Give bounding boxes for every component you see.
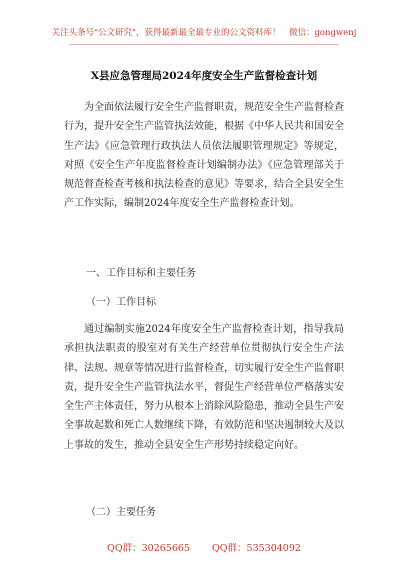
goal-paragraph: 通过编制实施2024年度安全生产监督检查计划，指导我局承担执法职责的股室对有关生产经营单位贯彻执行安全生产法律、法规、规章等情况进行监督检查，切实履行安全生产监督职责，提升安全生产监管执法水平，督促生产经营单位严格落实安全生产主体责任，努力从根本上消除风险隐患，推动全县生产安全事故起数和死亡人数继续下降，有效防范和坚决遏制较大及以上事故的发生，推动全县安全生产形势持续稳定向好。 bbox=[64, 324, 344, 451]
promo-banner: 关注头条号"公文研究"，获得最新最全最专业的公文资料库！ 微信：gongwenj bbox=[51, 28, 357, 38]
footer-qq-group-2: QQ群：535304092 bbox=[211, 543, 301, 554]
subsection-heading-work-goal: （一）工作目标 bbox=[86, 297, 156, 308]
footer-contacts bbox=[0, 540, 408, 554]
footer-qq-group-1: QQ群：30265665 bbox=[107, 543, 190, 554]
banner-divider bbox=[70, 44, 338, 45]
subsection-heading-main-tasks: （二）主要任务 bbox=[86, 507, 156, 518]
intro-paragraph: 为全面依法履行安全生产监督职责，规范安全生产监督检查行为，提升安全生产监管执法效能，根据《中华人民共和国安全生产法》《应急管理行政执法人员依法履职管理规定》等规定，对照《安全生产年度监督检查计划编制办法》《应急管理部关于规范督查检查考核和执法检查的意见》等要求，结合全县安全生产工作实际，编制2024年度安全生产监督检查计划。 bbox=[64, 102, 344, 210]
section-heading-goals-tasks: 一、工作目标和主要任务 bbox=[86, 268, 196, 279]
document-title: X县应急管理局2024年度安全生产监督检查计划 bbox=[90, 70, 318, 82]
